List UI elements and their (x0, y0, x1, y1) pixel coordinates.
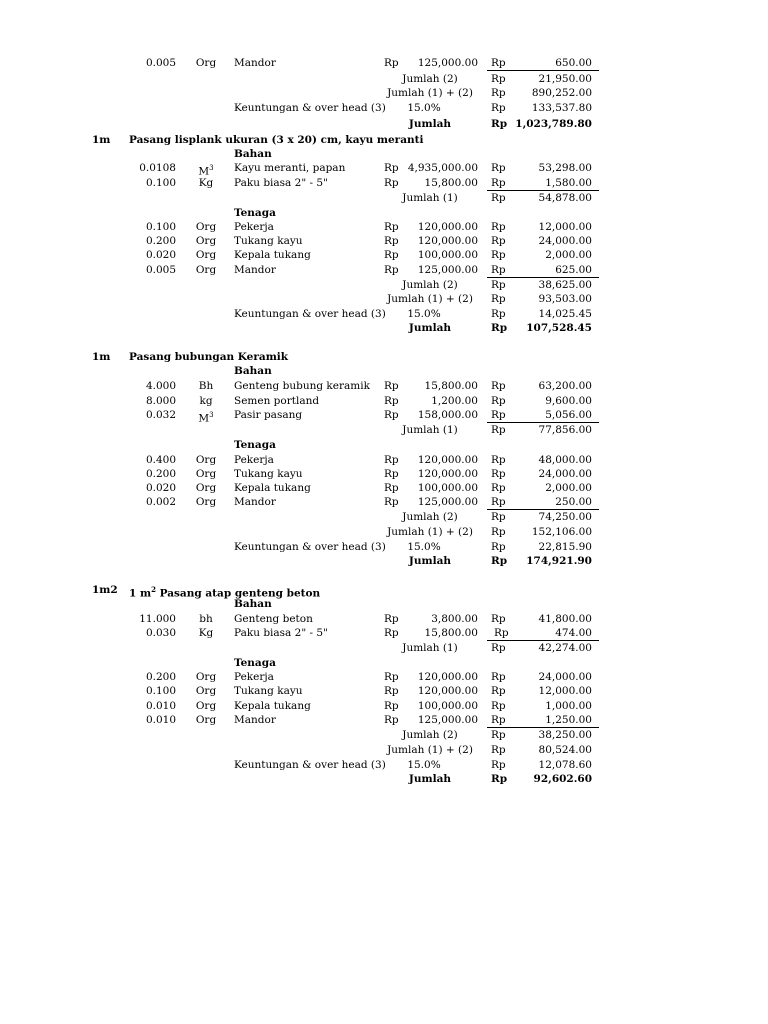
unit-price: 4,935,000.00 (407, 162, 478, 174)
jumlah-2-label: Jumlah (2) (402, 279, 458, 291)
overhead-label: Keuntungan & over head (3) (234, 759, 386, 771)
currency-label: Rp (491, 380, 506, 392)
total-row (0, 772, 768, 786)
group-header (0, 206, 768, 220)
unit-price: 120,000.00 (417, 685, 478, 697)
currency-label: Rp (491, 424, 506, 436)
line-amount: 53,298.00 (538, 162, 592, 174)
line-item-row (0, 161, 768, 178)
line-item-row (0, 612, 768, 626)
line-amount: 1,250.00 (545, 714, 592, 726)
coefficient: 11.000 (139, 613, 176, 625)
unit-price: 125,000.00 (417, 496, 478, 508)
currency-label: Rp (491, 73, 506, 85)
line-amount: 1,000.00 (545, 700, 592, 712)
unit-price: 120,000.00 (417, 671, 478, 683)
unit-price: 15,800.00 (424, 380, 478, 392)
overhead-percent: 15.0% (407, 308, 441, 320)
jumlah-1-2-amount: 152,106.00 (531, 526, 592, 538)
currency-label: Rp (491, 700, 506, 712)
jumlah-1-2-amount: 93,503.00 (538, 293, 592, 305)
subtotal-row (0, 743, 768, 757)
currency-label: Rp (491, 57, 506, 69)
currency-label: Rp (491, 511, 506, 523)
item-description: Mandor (234, 714, 276, 726)
jumlah-1-label: Jumlah (1) (402, 642, 458, 654)
currency-label: Rp (384, 177, 399, 189)
line-item-row (0, 713, 768, 727)
unit-price: 100,000.00 (417, 482, 478, 494)
jumlah-1-amount: 77,856.00 (538, 424, 592, 436)
currency-label: Rp (384, 395, 399, 407)
line-amount: 625.00 (555, 264, 592, 276)
currency-label: Rp (491, 759, 506, 771)
coefficient: 0.010 (145, 700, 176, 712)
line-amount: 12,000.00 (538, 685, 592, 697)
currency-label: Rp (384, 627, 399, 639)
currency-label: Rp (491, 541, 506, 553)
line-amount: 41,800.00 (538, 613, 592, 625)
jumlah-2-label: Jumlah (2) (402, 73, 458, 85)
line-amount: 9,600.00 (545, 395, 592, 407)
item-description: Mandor (234, 57, 276, 69)
unit-price: 100,000.00 (417, 249, 478, 261)
unit: Org (195, 249, 217, 261)
unit-price: 15,800.00 (424, 627, 478, 639)
currency-label: Rp (384, 454, 399, 466)
currency-label: Rp (491, 162, 506, 174)
jumlah-2-amount: 21,950.00 (538, 73, 592, 85)
jumlah-1-2-label: Jumlah (1) + (2) (387, 87, 473, 99)
currency-label: Rp (491, 454, 506, 466)
coefficient: 0.100 (145, 221, 176, 233)
coefficient: 0.010 (145, 714, 176, 726)
currency-label: Rp (384, 671, 399, 683)
coefficient: 0.200 (145, 235, 176, 247)
unit-price: 120,000.00 (417, 454, 478, 466)
currency-label: Rp (491, 293, 506, 305)
overhead-row (0, 307, 768, 321)
total-label: Jumlah (408, 118, 452, 130)
item-description: Tukang kayu (234, 468, 303, 480)
item-description: Paku biasa 2" - 5" (234, 177, 328, 189)
line-amount: 24,000.00 (538, 235, 592, 247)
jumlah-2-amount: 74,250.00 (538, 511, 592, 523)
unit: Org (195, 454, 217, 466)
currency-label: Rp (384, 468, 399, 480)
unit: Org (195, 496, 217, 508)
jumlah-1-label: Jumlah (1) (402, 424, 458, 436)
subtotal-row (0, 423, 768, 437)
group-header (0, 364, 768, 378)
unit: Kg (198, 627, 214, 639)
unit: Org (195, 671, 217, 683)
coefficient: 0.030 (145, 627, 176, 639)
coefficient: 0.032 (145, 409, 176, 421)
currency-label: Rp (491, 279, 506, 291)
coefficient: 0.100 (145, 177, 176, 189)
group-header (0, 656, 768, 670)
currency-label: Rp (491, 118, 508, 130)
line-item-row (0, 670, 768, 684)
currency-label: Rp (491, 526, 506, 538)
line-item-row (0, 176, 768, 190)
subtotal-row (0, 191, 768, 205)
line-item-row (0, 684, 768, 698)
subtotal-row (0, 510, 768, 524)
section-code: 1m2 (92, 584, 118, 596)
unit-price: 125,000.00 (417, 57, 478, 69)
currency-label: Rp (491, 468, 506, 480)
unit: bh (199, 613, 213, 625)
coefficient: 0.400 (145, 454, 176, 466)
line-amount: 63,200.00 (538, 380, 592, 392)
unit-price: 158,000.00 (417, 409, 478, 421)
currency-label: Rp (491, 87, 506, 99)
item-description: Kayu meranti, papan (234, 162, 346, 174)
line-amount: 474.00 (555, 627, 592, 639)
unit: Org (195, 264, 217, 276)
coefficient: 0.200 (145, 468, 176, 480)
total-amount: 1,023,789.80 (515, 118, 592, 130)
total-row (0, 117, 768, 131)
currency-label: Rp (491, 409, 506, 421)
currency-label: Rp (384, 482, 399, 494)
subtotal-row (0, 292, 768, 306)
currency-label: Rp (491, 221, 506, 233)
unit: Org (195, 468, 217, 480)
subtotal-rule (487, 70, 599, 71)
currency-label: Rp (491, 177, 506, 189)
total-amount: 174,921.90 (526, 555, 592, 567)
jumlah-2-amount: 38,625.00 (538, 279, 592, 291)
coefficient: 0.002 (145, 496, 176, 508)
total-label: Jumlah (408, 555, 452, 567)
line-item-row (0, 467, 768, 481)
unit-price: 125,000.00 (417, 264, 478, 276)
currency-label: Rp (384, 496, 399, 508)
item-description: Pekerja (234, 671, 274, 683)
item-description: Genteng bubung keramik (234, 380, 370, 392)
subtotal-row (0, 641, 768, 655)
bahan-heading: Bahan (234, 365, 272, 377)
line-item-row (0, 248, 768, 262)
group-header (0, 147, 768, 161)
overhead-row (0, 758, 768, 772)
coefficient: 0.100 (145, 685, 176, 697)
item-description: Mandor (234, 496, 276, 508)
unit-price: 3,800.00 (431, 613, 478, 625)
overhead-amount: 133,537.80 (531, 102, 592, 114)
line-item-row (0, 408, 768, 425)
currency-label: Rp (384, 235, 399, 247)
jumlah-1-2-label: Jumlah (1) + (2) (387, 293, 473, 305)
unit: Org (195, 482, 217, 494)
total-amount: 107,528.45 (526, 322, 592, 334)
coefficient: 0.020 (145, 482, 176, 494)
total-row (0, 321, 768, 335)
tenaga-heading: Tenaga (234, 207, 276, 219)
section-title: Pasang bubungan Keramik (129, 351, 289, 363)
unit: kg (199, 395, 213, 407)
currency-label: Rp (491, 642, 506, 654)
jumlah-1-label: Jumlah (1) (402, 192, 458, 204)
line-amount: 2,000.00 (545, 482, 592, 494)
currency-label: Rp (491, 482, 506, 494)
unit-price: 120,000.00 (417, 235, 478, 247)
line-amount: 650.00 (555, 57, 592, 69)
unit-price: 120,000.00 (417, 468, 478, 480)
line-item-row (0, 481, 768, 495)
currency-label: Rp (491, 773, 508, 785)
subtotal-row (0, 278, 768, 292)
item-description: Pasir pasang (234, 409, 303, 421)
unit: $M^3$ (198, 164, 214, 178)
overhead-amount: 14,025.45 (538, 308, 592, 320)
currency-label: Rp (491, 729, 506, 741)
subtotal-row (0, 525, 768, 539)
currency-label: Rp (384, 380, 399, 392)
line-item-row (0, 394, 768, 408)
unit: Org (195, 235, 217, 247)
currency-label: Rp (494, 627, 509, 639)
section-header (0, 350, 768, 364)
tenaga-heading: Tenaga (234, 657, 276, 669)
coefficient: 0.0108 (139, 162, 176, 174)
currency-label: Rp (384, 249, 399, 261)
jumlah-1-2-amount: 80,524.00 (538, 744, 592, 756)
item-description: Kepala tukang (234, 700, 311, 712)
overhead-label: Keuntungan & over head (3) (234, 541, 386, 553)
currency-label: Rp (491, 235, 506, 247)
currency-label: Rp (384, 613, 399, 625)
coefficient: 8.000 (145, 395, 176, 407)
overhead-label: Keuntungan & over head (3) (234, 308, 386, 320)
coefficient: 0.005 (145, 57, 176, 69)
currency-label: Rp (491, 714, 506, 726)
overhead-percent: 15.0% (407, 541, 441, 553)
unit: Org (195, 700, 217, 712)
section-title: 1 $m^2$ Pasang atap genteng beton (129, 585, 321, 600)
line-item-row (0, 220, 768, 234)
total-row (0, 554, 768, 568)
currency-label: Rp (491, 613, 506, 625)
total-label: Jumlah (408, 773, 452, 785)
overhead-label: Keuntungan & over head (3) (234, 102, 386, 114)
item-description: Genteng beton (234, 613, 313, 625)
line-amount: 5,056.00 (545, 409, 592, 421)
currency-label: Rp (491, 308, 506, 320)
line-amount: 250.00 (555, 496, 592, 508)
jumlah-1-2-amount: 890,252.00 (531, 87, 592, 99)
subtotal-row (0, 72, 768, 86)
currency-label: Rp (384, 162, 399, 174)
item-description: Kepala tukang (234, 482, 311, 494)
jumlah-1-amount: 42,274.00 (538, 642, 592, 654)
tenaga-heading: Tenaga (234, 439, 276, 451)
currency-label: Rp (491, 671, 506, 683)
line-item-row (0, 234, 768, 248)
line-item-row (0, 263, 768, 277)
jumlah-2-amount: 38,250.00 (538, 729, 592, 741)
overhead-amount: 12,078.60 (538, 759, 592, 771)
section-code: 1m (92, 351, 111, 363)
currency-label: Rp (491, 264, 506, 276)
jumlah-2-label: Jumlah (2) (402, 511, 458, 523)
item-description: Tukang kayu (234, 235, 303, 247)
coefficient: 4.000 (145, 380, 176, 392)
section-header (0, 583, 768, 600)
currency-label: Rp (384, 57, 399, 69)
overhead-percent: 15.0% (407, 759, 441, 771)
unit: Org (195, 714, 217, 726)
item-description: Pekerja (234, 221, 274, 233)
bahan-heading: Bahan (234, 148, 272, 160)
unit: Kg (198, 177, 214, 189)
subtotal-row (0, 728, 768, 742)
currency-label: Rp (384, 264, 399, 276)
unit: Org (195, 221, 217, 233)
line-item-row (0, 626, 768, 640)
coefficient: 0.020 (145, 249, 176, 261)
jumlah-1-2-label: Jumlah (1) + (2) (387, 744, 473, 756)
item-description: Semen portland (234, 395, 320, 407)
currency-label: Rp (384, 714, 399, 726)
item-description: Kepala tukang (234, 249, 311, 261)
unit: Org (195, 685, 217, 697)
currency-label: Rp (491, 322, 508, 334)
line-item-row (0, 453, 768, 467)
line-amount: 24,000.00 (538, 468, 592, 480)
item-description: Tukang kayu (234, 685, 303, 697)
unit-price: 1,200.00 (431, 395, 478, 407)
line-item-row (0, 495, 768, 509)
line-amount: 24,000.00 (538, 671, 592, 683)
item-description: Paku biasa 2" - 5" (234, 627, 328, 639)
overhead-row (0, 540, 768, 554)
unit: Bh (198, 380, 214, 392)
currency-label: Rp (491, 192, 506, 204)
currency-label: Rp (491, 102, 506, 114)
currency-label: Rp (491, 685, 506, 697)
jumlah-2-label: Jumlah (2) (402, 729, 458, 741)
unit-price: 125,000.00 (417, 714, 478, 726)
line-item-row (0, 379, 768, 393)
jumlah-1-amount: 54,878.00 (538, 192, 592, 204)
line-amount: 48,000.00 (538, 454, 592, 466)
currency-label: Rp (491, 249, 506, 261)
group-header (0, 438, 768, 452)
overhead-amount: 22,815.90 (538, 541, 592, 553)
unit: $M^3$ (198, 411, 214, 425)
currency-label: Rp (491, 496, 506, 508)
section-title: Pasang lisplank ukuran (3 x 20) cm, kayu meranti (129, 134, 424, 146)
line-amount: 1,580.00 (545, 177, 592, 189)
unit-price: 15,800.00 (424, 177, 478, 189)
group-header (0, 597, 768, 611)
jumlah-1-2-label: Jumlah (1) + (2) (387, 526, 473, 538)
subtotal-row (0, 86, 768, 100)
line-item-row (0, 56, 768, 70)
currency-label: Rp (384, 700, 399, 712)
bahan-heading: Bahan (234, 598, 272, 610)
total-amount: 92,602.60 (533, 773, 592, 785)
total-label: Jumlah (408, 322, 452, 334)
unit-price: 120,000.00 (417, 221, 478, 233)
line-amount: 2,000.00 (545, 249, 592, 261)
line-item-row (0, 699, 768, 713)
unit-price: 100,000.00 (417, 700, 478, 712)
coefficient: 0.200 (145, 671, 176, 683)
line-amount: 12,000.00 (538, 221, 592, 233)
currency-label: Rp (491, 555, 508, 567)
coefficient: 0.005 (145, 264, 176, 276)
unit: Org (195, 57, 217, 69)
overhead-row (0, 101, 768, 115)
section-header (0, 133, 768, 147)
section-code: 1m (92, 134, 111, 146)
currency-label: Rp (384, 221, 399, 233)
item-description: Pekerja (234, 454, 274, 466)
currency-label: Rp (491, 395, 506, 407)
currency-label: Rp (384, 685, 399, 697)
item-description: Mandor (234, 264, 276, 276)
currency-label: Rp (384, 409, 399, 421)
currency-label: Rp (491, 744, 506, 756)
overhead-percent: 15.0% (407, 102, 441, 114)
